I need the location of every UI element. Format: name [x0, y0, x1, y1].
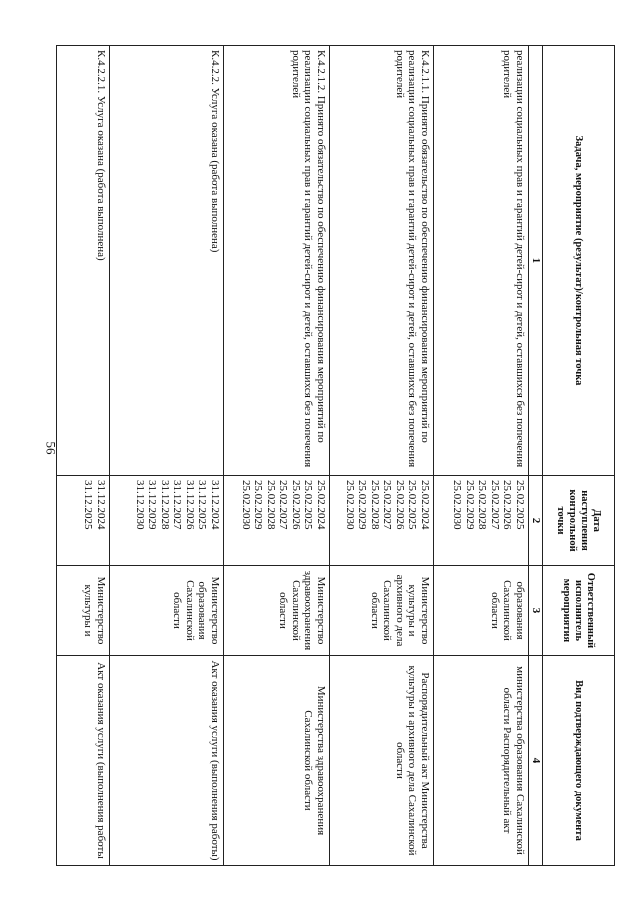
date: 25.02.2026	[501, 480, 514, 530]
table-row	[110, 46, 224, 866]
date: 25.02.2024	[315, 480, 327, 530]
date: 31.12.2025	[196, 480, 209, 530]
date: 25.02.2025	[302, 480, 315, 530]
date: 25.02.2027	[489, 480, 501, 530]
date: 25.02.2026	[290, 480, 302, 530]
document-cell: Акт оказания услуги (выполнения работы	[57, 656, 110, 866]
date: 31.12.2026	[184, 480, 196, 530]
date: 25.02.2030	[451, 480, 464, 530]
date: 31.12.2028	[159, 480, 171, 530]
dates-cell	[330, 476, 434, 566]
date: 31.12.2030	[134, 480, 146, 530]
date: 25.02.2028	[369, 480, 381, 530]
executor-cell: образования Сахалинской области	[434, 566, 529, 656]
table-row	[434, 46, 529, 866]
table-row	[57, 46, 110, 866]
header-executor: Ответственный исполнитель мероприятия	[543, 566, 615, 656]
date: 31.12.2024	[95, 480, 107, 530]
document-cell: министерства образования Сахалинской области Распорядительный акт	[434, 656, 529, 866]
date: 31.12.2024	[209, 480, 221, 530]
column-number: 3	[529, 566, 543, 656]
date: 25.02.2029	[356, 480, 369, 530]
dates-cell	[224, 476, 330, 566]
rotated-page-content	[57, 45, 615, 865]
task-cell: К.4.2.1.2. Принято обязательство по обеспечению финансирования мероприятий по реализации социальных прав и гарантий детей-сирот и детей, оставшихся без попечения родителей	[224, 46, 330, 476]
document-cell: Акт оказания услуги (выполнения работы)	[110, 656, 224, 866]
column-number: 1	[529, 46, 543, 476]
date: 25.02.2028	[265, 480, 277, 530]
header-date: Дата наступления контрольной точки	[543, 476, 615, 566]
dates-cell	[57, 476, 110, 566]
dates-cell	[434, 476, 529, 566]
task-cell: К.4.2.2. Услуга оказана (работа выполнена)	[110, 46, 224, 476]
date: 31.12.2025	[82, 480, 95, 530]
column-number: 2	[529, 476, 543, 566]
table-row	[224, 46, 330, 866]
date: 25.02.2028	[476, 480, 489, 530]
date: 31.12.2029	[146, 480, 159, 530]
dates-cell	[110, 476, 224, 566]
table-row	[330, 46, 434, 866]
header-document: Вид подтверждающего документа	[543, 656, 615, 866]
date: 25.02.2030	[240, 480, 252, 530]
header-task: Задача, мероприятие (результат)/контрольная точка	[543, 46, 615, 476]
executor-cell: Министерство здравоохранения Сахалинской области	[224, 566, 330, 656]
executor-cell: Министерство культуры и архивного дела Сахалинской области	[330, 566, 434, 656]
date: 31.12.2027	[171, 480, 184, 530]
page-number: 56	[43, 441, 59, 455]
date: 25.02.2027	[277, 480, 290, 530]
date: 25.02.2025	[514, 480, 526, 530]
task-cell: реализации социальных прав и гарантий детей-сирот и детей, оставшихся без попечения родителей	[434, 46, 529, 476]
date: 25.02.2029	[252, 480, 265, 530]
table-header-row	[543, 46, 615, 866]
column-number: 4	[529, 656, 543, 866]
date: 25.02.2029	[464, 480, 476, 530]
date: 25.02.2024	[419, 480, 431, 530]
date: 25.02.2025	[406, 480, 419, 530]
date: 25.02.2030	[344, 480, 356, 530]
executor-cell: Министерство образования Сахалинской области	[110, 566, 224, 656]
date: 25.02.2026	[394, 480, 406, 530]
document-cell: Министерства здравоохранения Сахалинской области	[224, 656, 330, 866]
document-cell: Распорядительный акт Министерства культуры и архивного дела Сахалинской области	[330, 656, 434, 866]
control-points-table	[56, 45, 615, 866]
column-number-row	[529, 46, 543, 866]
task-cell: К.4.2.1.1. Принято обязательство по обеспечению финансирования мероприятий по реализации социальных прав и гарантий детей-сирот и детей, оставшихся без попечения родителей	[330, 46, 434, 476]
executor-cell: Министерство культуры и	[57, 566, 110, 656]
date: 25.02.2027	[381, 480, 394, 530]
task-cell: К.4.2.2.1. Услуга оказана (работа выполнена)	[57, 46, 110, 476]
